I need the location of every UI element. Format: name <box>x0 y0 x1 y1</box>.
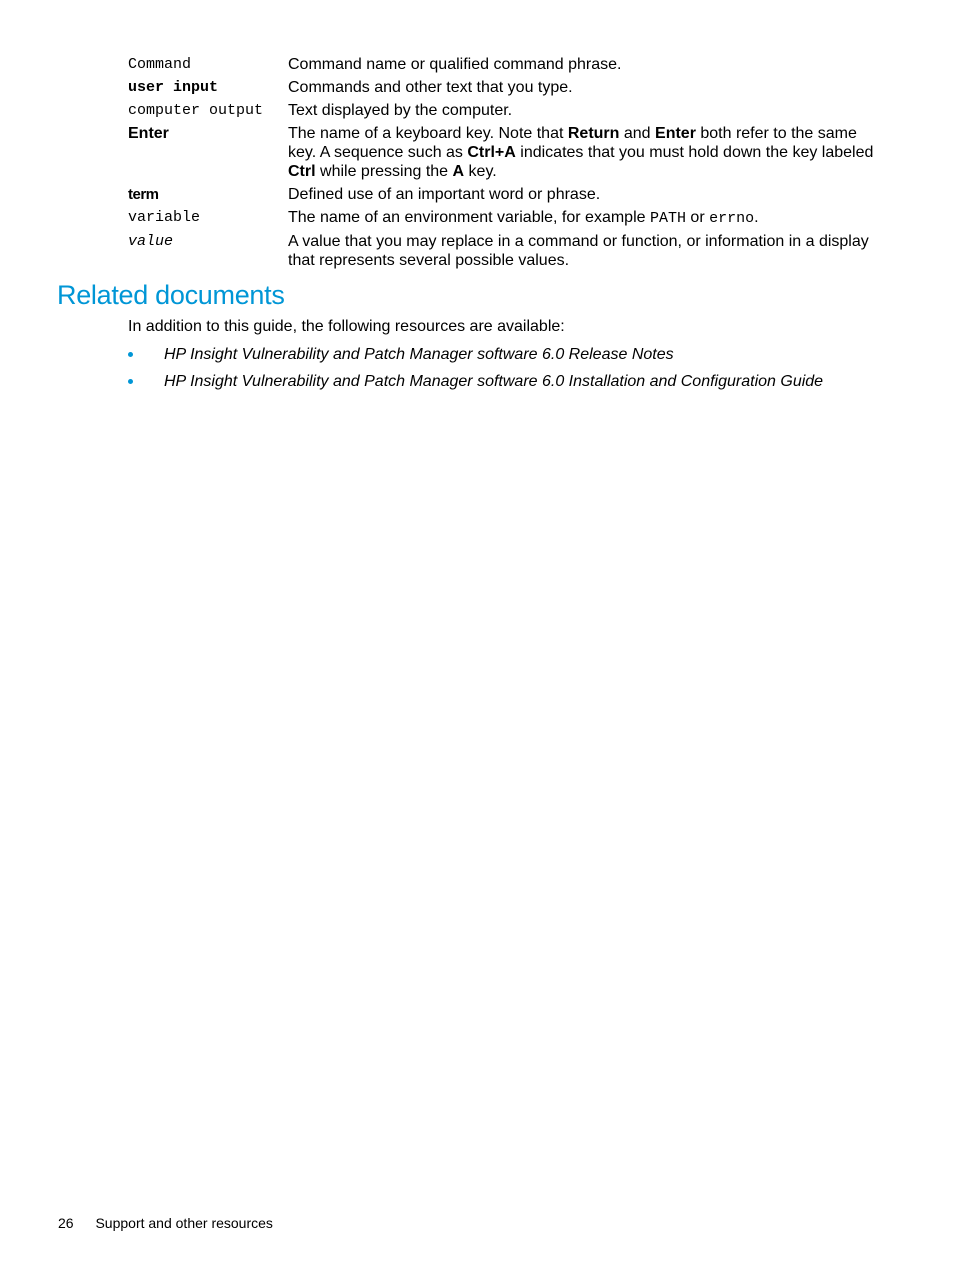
convention-row <box>128 124 878 181</box>
convention-description: Commands and other text that you type. <box>288 79 573 96</box>
convention-term: variable <box>128 209 201 226</box>
convention-row <box>128 78 878 97</box>
bullet-icon <box>128 352 133 357</box>
convention-term: user input <box>128 79 219 96</box>
convention-description: A value that you may replace in a command or function, or information in a display that represents several possible values. <box>288 233 869 269</box>
key-name: Ctrl+A <box>467 144 516 161</box>
bullet-icon <box>128 379 133 384</box>
convention-term: computer output <box>128 102 264 119</box>
desc-text: . <box>754 209 759 226</box>
desc-text: The name of an environment variable, for example <box>288 209 650 226</box>
document-title: HP Insight Vulnerability and Patch Manager software 6.0 Release Notes <box>164 346 674 363</box>
convention-term: value <box>128 233 174 250</box>
desc-text: The name of a keyboard key. Note that <box>288 125 568 142</box>
convention-description: Text displayed by the computer. <box>288 102 513 119</box>
convention-term: term <box>128 186 159 203</box>
convention-row <box>128 101 878 120</box>
desc-text: and <box>619 125 656 142</box>
convention-description <box>288 124 878 181</box>
variable-name: errno <box>709 210 755 227</box>
page-footer <box>58 1215 273 1231</box>
variable-name: PATH <box>649 210 686 227</box>
key-name: A <box>452 163 465 180</box>
convention-description: Command name or qualified command phrase. <box>288 56 622 73</box>
convention-row <box>128 208 878 228</box>
desc-text: indicates that you must hold down the key labeled <box>515 144 874 161</box>
list-item <box>128 372 823 391</box>
convention-term: Enter <box>128 125 169 142</box>
section-heading: Related documents <box>57 280 285 310</box>
convention-term: Command <box>128 56 192 73</box>
conventions-table <box>128 55 878 274</box>
related-documents-list <box>128 345 823 399</box>
convention-description <box>288 208 878 228</box>
key-name: Return <box>567 125 620 142</box>
convention-row <box>128 55 878 74</box>
desc-text: key. <box>464 163 497 180</box>
list-item <box>128 345 823 364</box>
section-intro: In addition to this guide, the following resources are available: <box>128 318 565 335</box>
convention-row <box>128 185 878 204</box>
desc-text: or <box>685 209 710 226</box>
key-name: Enter <box>655 125 696 142</box>
desc-text: while pressing the <box>315 163 453 180</box>
footer-section-title: Support and other resources <box>95 1215 273 1231</box>
convention-description: Defined use of an important word or phrase. <box>288 186 601 203</box>
desc-text: both refer to the same key. A sequence such as <box>288 125 857 161</box>
key-name: Ctrl <box>288 163 316 180</box>
document-title: HP Insight Vulnerability and Patch Manager software 6.0 Installation and Configuration Guide <box>164 373 824 390</box>
page-number: 26 <box>58 1215 74 1231</box>
convention-row <box>128 232 878 270</box>
